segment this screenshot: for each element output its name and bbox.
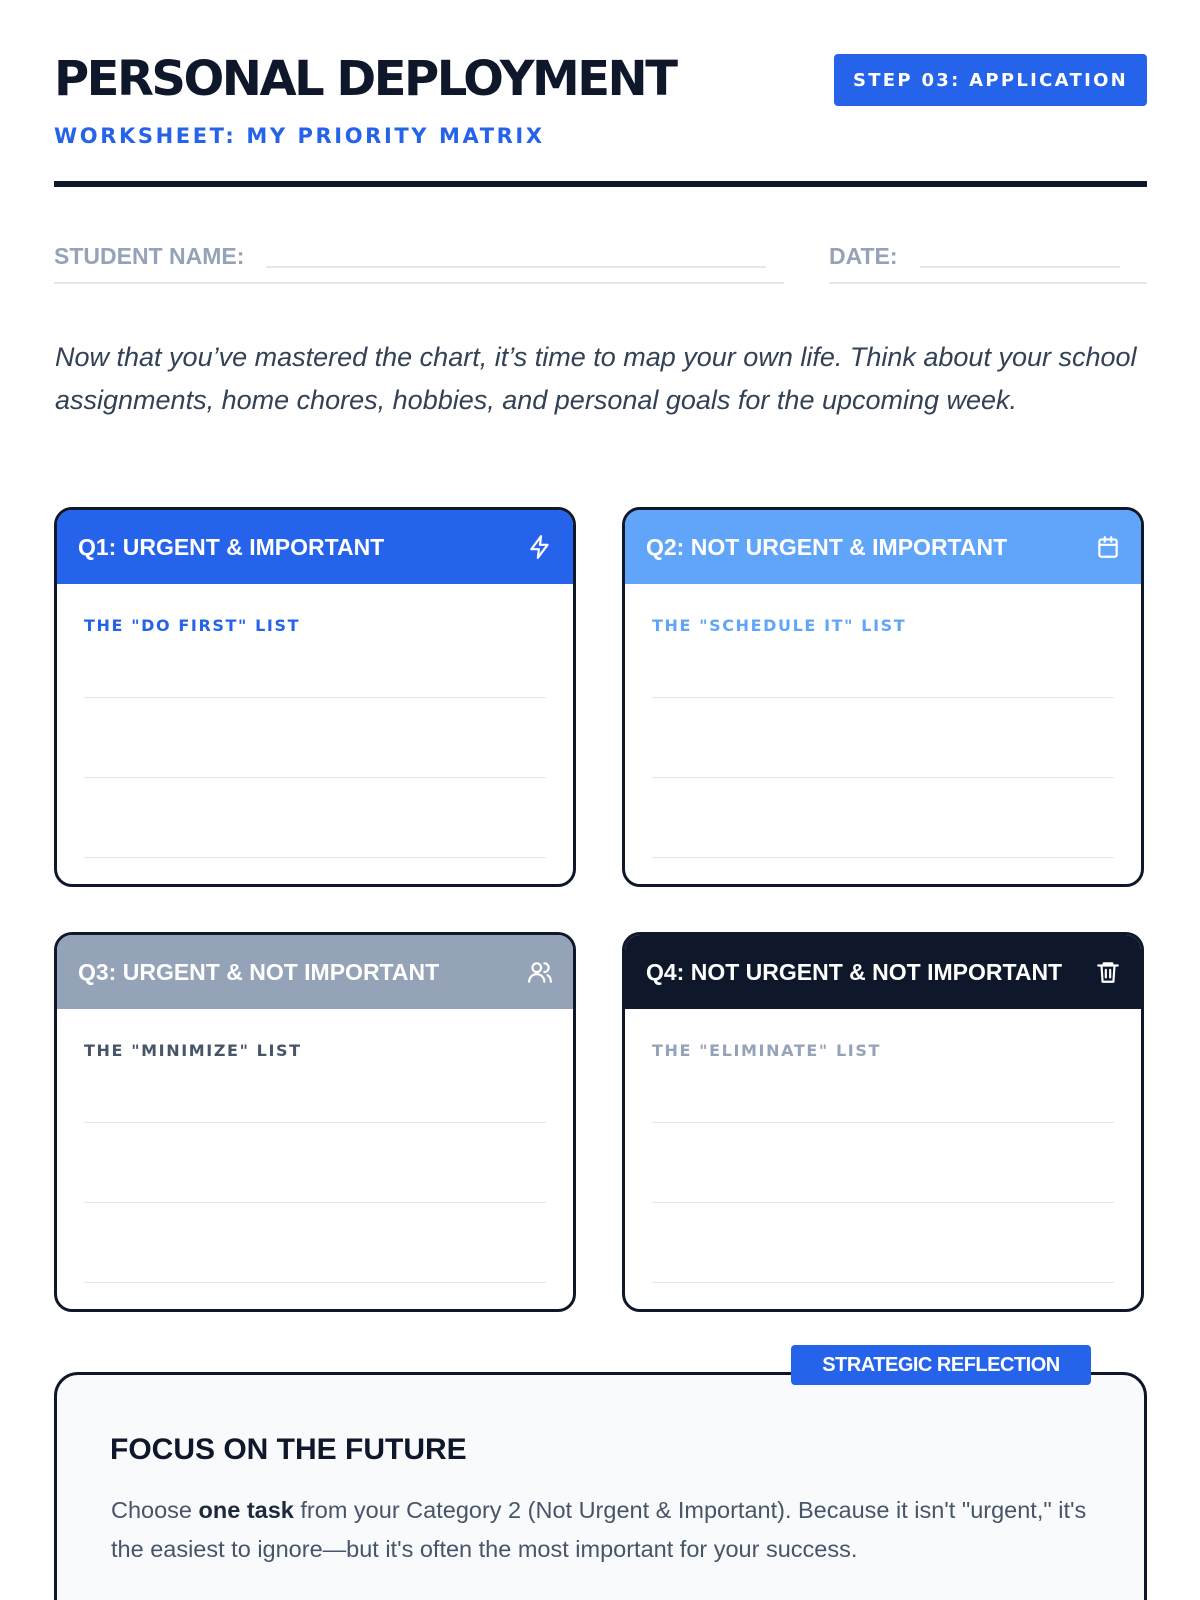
quadrant-list-label: THE "ELIMINATE" LIST (652, 1041, 881, 1060)
date-input-line[interactable] (920, 240, 1120, 268)
lightning-icon (527, 534, 553, 560)
quadrant-list-label: THE "MINIMIZE" LIST (84, 1041, 302, 1060)
writing-lines[interactable] (84, 1122, 546, 1312)
quadrant-title: Q4: NOT URGENT & NOT IMPORTANT (646, 958, 1063, 985)
quadrant-title: Q2: NOT URGENT & IMPORTANT (646, 533, 1008, 560)
writing-lines[interactable] (652, 697, 1114, 887)
student-name-field (54, 240, 784, 284)
quadrant-header (57, 510, 573, 584)
header-divider (54, 181, 1147, 187)
quadrant-title: Q3: URGENT & NOT IMPORTANT (78, 958, 440, 985)
reflection-text-emphasis: one task (198, 1497, 294, 1523)
step-badge: STEP 03: APPLICATION (834, 54, 1147, 106)
date-field (829, 240, 1147, 284)
quadrant-title: Q1: URGENT & IMPORTANT (78, 533, 385, 560)
quadrant-header (625, 935, 1141, 1009)
quadrant-q4 (622, 932, 1144, 1312)
worksheet-subtitle: WORKSHEET: MY PRIORITY MATRIX (54, 124, 545, 148)
quadrant-list-label: THE "DO FIRST" LIST (84, 616, 301, 635)
date-label: DATE: (829, 243, 898, 269)
reflection-badge: STRATEGIC REFLECTION (791, 1345, 1091, 1385)
quadrant-q2 (622, 507, 1144, 887)
users-icon (527, 959, 553, 985)
quadrant-list-label: THE "SCHEDULE IT" LIST (652, 616, 907, 635)
student-name-input-line[interactable] (266, 240, 766, 268)
quadrant-q3 (54, 932, 576, 1312)
quadrant-header (57, 935, 573, 1009)
calendar-icon (1095, 534, 1121, 560)
writing-lines[interactable] (84, 697, 546, 887)
quadrant-q1 (54, 507, 576, 887)
reflection-title: FOCUS ON THE FUTURE (110, 1433, 467, 1466)
reflection-panel (54, 1372, 1147, 1600)
reflection-text (111, 1491, 1111, 1569)
reflection-text-end: from your Category 2 (Not Urgent & Important). Because it isn't "urgent," it's the easiest to ignore—but it's often the most important for your success. (111, 1497, 1087, 1562)
writing-lines[interactable] (652, 1122, 1114, 1312)
intro-text: Now that you’ve mastered the chart, it’s time to map your own life. Think about your school assignments, home chores, hobbies, and personal goals for the upcoming week. (55, 342, 1137, 415)
reflection-text-start: Choose (111, 1497, 199, 1523)
quadrant-header (625, 510, 1141, 584)
trash-icon (1095, 959, 1121, 985)
page-title: PERSONAL DEPLOYMENT (54, 51, 676, 107)
student-name-label: STUDENT NAME: (54, 243, 245, 269)
